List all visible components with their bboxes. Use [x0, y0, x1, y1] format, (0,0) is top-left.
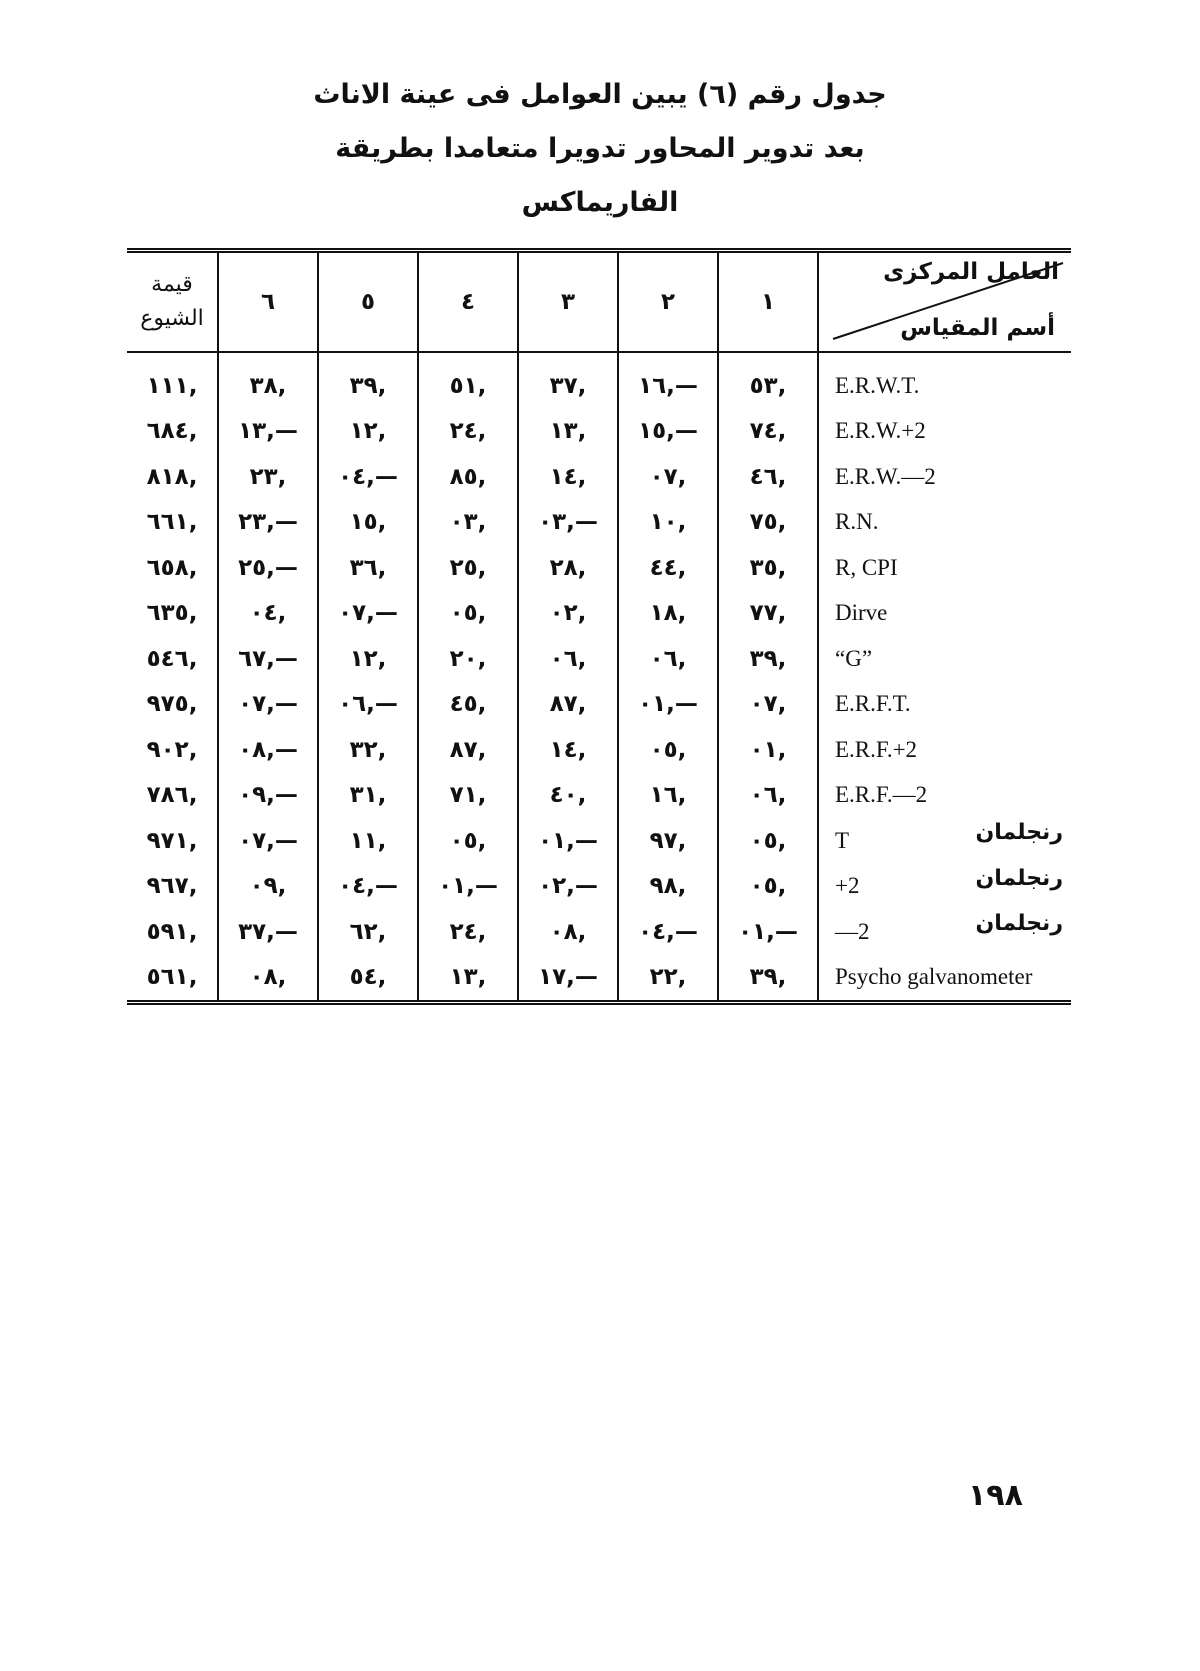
- header-factor-5: ٥: [318, 251, 418, 353]
- loading-factor-6: —,٢٥: [218, 545, 318, 591]
- loading-factor-6: —,٦٧: [218, 636, 318, 682]
- table-row: [127, 500, 1071, 546]
- measure-name: E.R.W.—2: [835, 463, 936, 489]
- loading-factor-5: —,٠٦: [318, 682, 418, 728]
- loading-factor-5: ,٥٤: [318, 955, 418, 1003]
- loading-factor-6: —,٠٧: [218, 682, 318, 728]
- measure-arabic-name: رنجلمان: [975, 820, 1063, 845]
- measure-name-cell: [818, 454, 1071, 500]
- loading-factor-5: ,١٢: [318, 409, 418, 455]
- table-row: [127, 818, 1071, 864]
- loading-factor-3: —,٠٣: [518, 500, 618, 546]
- measure-name: —2: [835, 918, 870, 944]
- loading-factor-3: ,٣٧: [518, 352, 618, 409]
- loading-factor-3: —,٠٢: [518, 864, 618, 910]
- loading-factor-6: ,٠٩: [218, 864, 318, 910]
- table-row: [127, 545, 1071, 591]
- loading-factor-2: ,٤٤: [618, 545, 718, 591]
- factor-loadings-table: [127, 248, 1071, 1005]
- loading-factor-4: ,٠٥: [418, 591, 518, 637]
- table-row: [127, 591, 1071, 637]
- communality-value: ,٦٥٨: [146, 554, 198, 581]
- loading-factor-3: ,١٤: [518, 454, 618, 500]
- loading-factor-2: —,٠٤: [618, 909, 718, 955]
- measure-name-cell: [818, 409, 1071, 455]
- loading-factor-3: ,٢٨: [518, 545, 618, 591]
- loading-factor-4: ,٨٧: [418, 727, 518, 773]
- loading-factor-4: ,٧١: [418, 773, 518, 819]
- table-row: [127, 682, 1071, 728]
- loading-factor-3: ,١٣: [518, 409, 618, 455]
- loading-factor-3: ,٠٦: [518, 636, 618, 682]
- loading-factor-4: ,١٣: [418, 955, 518, 1003]
- loading-factor-6: —,١٣: [218, 409, 318, 455]
- loading-factor-3: —,٠١: [518, 818, 618, 864]
- loading-factor-2: —,٠١: [618, 682, 718, 728]
- loading-factor-6: —,٠٨: [218, 727, 318, 773]
- measure-name-cell: [818, 352, 1071, 409]
- loading-factor-5: ,٦٢: [318, 909, 418, 955]
- loading-factor-4: —,٠١: [418, 864, 518, 910]
- header-factor-label: العامل المركزى: [883, 259, 1059, 285]
- loading-factor-6: —,٠٧: [218, 818, 318, 864]
- loading-factor-2: —,١٦: [618, 352, 718, 409]
- header-factor-1: ١: [718, 251, 818, 353]
- page-number: ١٩٨: [968, 1478, 1023, 1513]
- measure-name: “G”: [835, 645, 873, 671]
- loading-factor-4: ,٢٤: [418, 409, 518, 455]
- loading-factor-1: ,٥٣: [718, 352, 818, 409]
- measure-name: Psycho galvanometer: [835, 964, 1033, 990]
- loading-factor-1: ,٠٥: [718, 818, 818, 864]
- measure-name-cell: [818, 773, 1071, 819]
- header-factor-3: ٣: [518, 251, 618, 353]
- measure-name: E.R.W.T.: [835, 372, 920, 398]
- table-row: [127, 454, 1071, 500]
- measure-name-cell: [818, 545, 1071, 591]
- loading-factor-3: ,٠٢: [518, 591, 618, 637]
- loading-factor-2: ,٩٨: [618, 864, 718, 910]
- table-row: [127, 727, 1071, 773]
- loading-factor-4: ,٨٥: [418, 454, 518, 500]
- header-factor-4: ٤: [418, 251, 518, 353]
- header-communality-line-1: قيمة: [151, 272, 193, 297]
- measure-name: R.N.: [835, 509, 879, 535]
- loading-factor-4: ,٤٥: [418, 682, 518, 728]
- communality-value: ,٩٧١: [146, 827, 198, 854]
- loading-factor-1: ,٠١: [718, 727, 818, 773]
- loading-factor-1: ,٣٩: [718, 955, 818, 1003]
- loading-factor-4: ,٠٣: [418, 500, 518, 546]
- loading-factor-1: ,٧٤: [718, 409, 818, 455]
- communality-value: ,٥٤٦: [146, 645, 198, 672]
- table-caption: [0, 68, 1200, 230]
- measure-name-cell: [818, 500, 1071, 546]
- communality-value: ,٩٧٥: [146, 691, 198, 718]
- loading-factor-5: —,٠٧: [318, 591, 418, 637]
- loading-factor-6: ,٢٣: [218, 454, 318, 500]
- table-row: [127, 955, 1071, 1003]
- loading-factor-3: ,٠٨: [518, 909, 618, 955]
- table-body: [127, 352, 1071, 1003]
- header-measure-label: أسم المقياس: [900, 315, 1055, 341]
- header-factor-2: ٢: [618, 251, 718, 353]
- loading-factor-5: ,٣٢: [318, 727, 418, 773]
- loading-factor-2: —,١٥: [618, 409, 718, 455]
- table-row: [127, 409, 1071, 455]
- loading-factor-2: ,١٦: [618, 773, 718, 819]
- loading-factor-4: ,٢٠: [418, 636, 518, 682]
- header-measure-factor-cell: [818, 251, 1071, 353]
- communality-value: ,٦٦١: [146, 509, 198, 536]
- loading-factor-5: ,٣٩: [318, 352, 418, 409]
- measure-name: E.R.F.—2: [835, 782, 928, 808]
- caption-line-2: بعد تدوير المحاور تدويرا متعامدا بطريقة: [335, 133, 865, 164]
- header-factor-6: ٦: [218, 251, 318, 353]
- loading-factor-1: ,٠٧: [718, 682, 818, 728]
- loading-factor-2: ,٩٧: [618, 818, 718, 864]
- loading-factor-5: ,٣٦: [318, 545, 418, 591]
- measure-name-cell: [818, 682, 1071, 728]
- measure-name-cell: [818, 636, 1071, 682]
- measure-name-cell: [818, 955, 1071, 1003]
- loading-factor-1: ,٠٦: [718, 773, 818, 819]
- loading-factor-6: ,٠٨: [218, 955, 318, 1003]
- factor-table: [127, 248, 1063, 1028]
- loading-factor-4: ,٠٥: [418, 818, 518, 864]
- table-row: [127, 909, 1071, 955]
- loading-factor-1: ,٧٥: [718, 500, 818, 546]
- loading-factor-5: ,٣١: [318, 773, 418, 819]
- loading-factor-1: ,٣٩: [718, 636, 818, 682]
- table-row: [127, 352, 1071, 409]
- loading-factor-2: ,٠٥: [618, 727, 718, 773]
- communality-value: ,٩٦٧: [146, 873, 198, 900]
- loading-factor-1: ,٧٧: [718, 591, 818, 637]
- measure-name-cell: [818, 864, 1071, 910]
- measure-arabic-name: رنجلمان: [975, 865, 1063, 891]
- loading-factor-4: ,٢٥: [418, 545, 518, 591]
- table-row: [127, 636, 1071, 682]
- loading-factor-4: ,٢٤: [418, 909, 518, 955]
- loading-factor-2: ,٠٦: [618, 636, 718, 682]
- loading-factor-1: ,٣٥: [718, 545, 818, 591]
- measure-name-cell: [818, 818, 1071, 864]
- measure-name: Dirve: [835, 600, 888, 626]
- measure-name-cell: [818, 727, 1071, 773]
- loading-factor-6: ,٣٨: [218, 352, 318, 409]
- loading-factor-6: —,٣٧: [218, 909, 318, 955]
- measure-name: T: [835, 827, 850, 853]
- communality-value: ,٥٦١: [146, 964, 198, 991]
- loading-factor-6: —,٢٣: [218, 500, 318, 546]
- communality-value: ,٧٨٦: [146, 782, 198, 809]
- loading-factor-1: ,٤٦: [718, 454, 818, 500]
- loading-factor-3: ,٤٠: [518, 773, 618, 819]
- loading-factor-3: ,٨٧: [518, 682, 618, 728]
- loading-factor-5: —,٠٤: [318, 864, 418, 910]
- loading-factor-5: —,٠٤: [318, 454, 418, 500]
- loading-factor-5: ,١١: [318, 818, 418, 864]
- measure-name: +2: [835, 873, 860, 899]
- loading-factor-5: ,١٢: [318, 636, 418, 682]
- loading-factor-2: ,٢٢: [618, 955, 718, 1003]
- loading-factor-2: ,١٠: [618, 500, 718, 546]
- measure-name: E.R.F.+2: [835, 736, 918, 762]
- loading-factor-6: ,٠٤: [218, 591, 318, 637]
- caption-line-1: جدول رقم (٦) يبين العوامل فى عينة الاناث: [313, 79, 887, 110]
- communality-value: ,٩٠٢: [146, 736, 198, 763]
- loading-factor-5: ,١٥: [318, 500, 418, 546]
- measure-name-cell: [818, 909, 1071, 955]
- table-header-row: [127, 251, 1071, 353]
- loading-factor-4: ,٥١: [418, 352, 518, 409]
- header-communality-line-2: الشيوع: [140, 306, 204, 331]
- table-row: [127, 864, 1071, 910]
- table-row: [127, 773, 1071, 819]
- measure-name-cell: [818, 591, 1071, 637]
- loading-factor-6: —,٠٩: [218, 773, 318, 819]
- caption-line-3: الفاريماكس: [521, 187, 679, 218]
- loading-factor-1: —,٠١: [718, 909, 818, 955]
- loading-factor-3: —,١٧: [518, 955, 618, 1003]
- loading-factor-3: ,١٤: [518, 727, 618, 773]
- loading-factor-2: ,١٨: [618, 591, 718, 637]
- loading-factor-1: ,٠٥: [718, 864, 818, 910]
- measure-arabic-name: رنجلمان: [975, 911, 1063, 936]
- measure-name: R, CPI: [835, 554, 898, 580]
- communality-value: ,١١١: [146, 372, 198, 399]
- communality-value: ,٥٩١: [146, 918, 198, 945]
- communality-value: ,٦٨٤: [146, 418, 198, 445]
- communality-value: ,٦٣٥: [146, 600, 198, 627]
- measure-name: E.R.F.T.: [835, 691, 911, 717]
- measure-name: E.R.W.+2: [835, 418, 926, 444]
- loading-factor-2: ,٠٧: [618, 454, 718, 500]
- header-communality: [127, 251, 218, 353]
- communality-value: ,٨١٨: [146, 463, 198, 490]
